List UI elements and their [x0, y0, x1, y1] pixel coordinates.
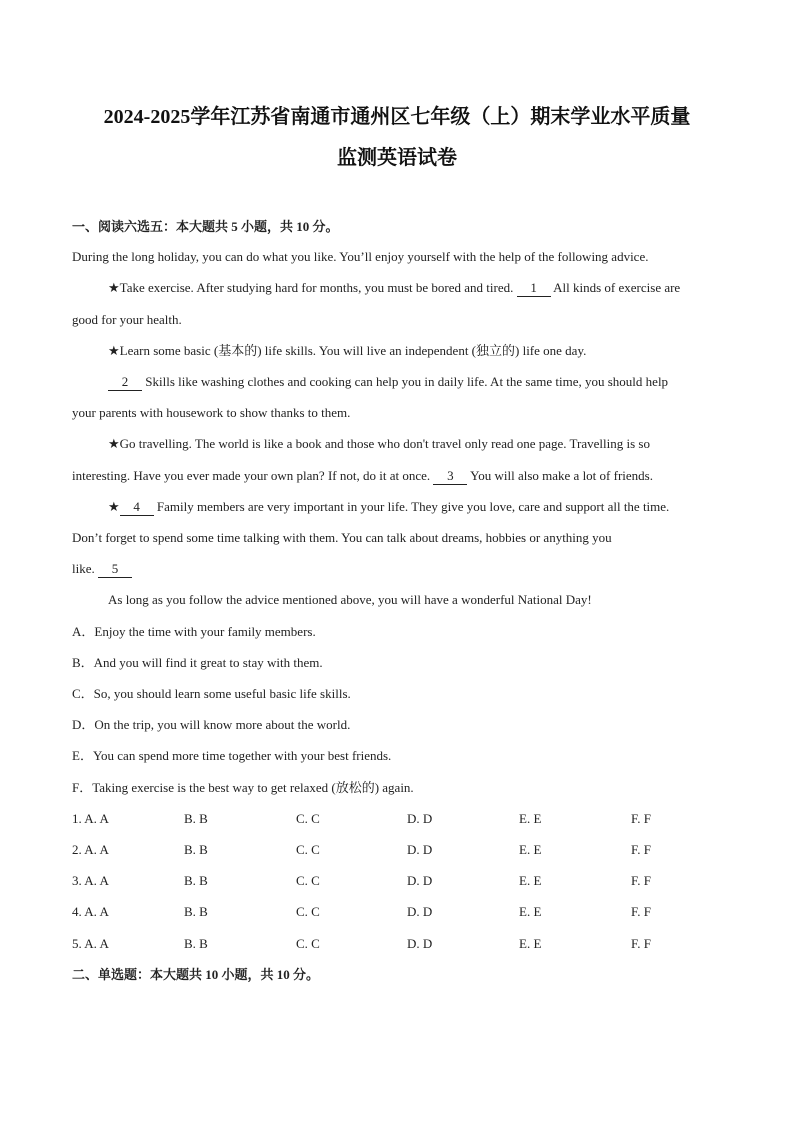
answer-choice-d[interactable]: D. D [407, 842, 433, 857]
blank-2: 2 [108, 374, 142, 391]
answer-choice-c[interactable]: C. C [296, 873, 320, 888]
answer-choice-b[interactable]: B. B [184, 842, 208, 857]
option-c: C．So, you should learn some useful basic life skills. [72, 686, 351, 701]
answer-choice-f[interactable]: F. F [631, 936, 651, 951]
exam-title-line2: 监测英语试卷 [337, 147, 457, 169]
option-d: D．On the trip, you will know more about the world. [72, 717, 351, 732]
answer-choice-c[interactable]: C. C [296, 842, 320, 857]
paragraph-4-end [72, 559, 724, 579]
answer-row-3 [72, 871, 692, 891]
paragraph-4-text: Family members are very important in your life. They give you love, care and support all the time. [156, 499, 670, 514]
answer-choice-e[interactable]: E. E [519, 936, 542, 951]
paragraph-4-like: like. [72, 561, 95, 576]
paragraph-2-end: your parents with housework to show thanks to them. [72, 405, 351, 420]
answer-choice-a[interactable]: 3. A. A [72, 873, 109, 888]
answer-row-4 [72, 902, 692, 922]
paragraph-1-text: ★Take exercise. After studying hard for months, you must be bored and tired. [108, 280, 514, 295]
star-icon: ★ [108, 499, 120, 514]
answer-choice-d[interactable]: D. D [407, 811, 433, 826]
answer-choice-d[interactable]: D. D [407, 873, 433, 888]
paragraph-3-cont [72, 466, 724, 486]
paragraph-1-end: good for your health. [72, 312, 182, 327]
answer-row-1 [72, 809, 692, 829]
answer-choice-d[interactable]: D. D [407, 904, 433, 919]
exam-title-line1: 2024-2025学年江苏省南通市通州区七年级（上）期末学业水平质量 [103, 106, 691, 128]
answer-row-2 [72, 840, 692, 860]
passage-paragraph-1 [108, 278, 724, 298]
answer-choice-e[interactable]: E. E [519, 873, 542, 888]
answer-choice-f[interactable]: F. F [631, 811, 651, 826]
paragraph-2-text: Skills like washing clothes and cooking can help you in daily life. At the same time, you should help [145, 374, 669, 389]
passage-closing: As long as you follow the advice mentioned above, you will have a wonderful National Day! [108, 592, 592, 607]
answer-choice-a[interactable]: 5. A. A [72, 936, 109, 951]
paragraph-3-text-end: You will also make a lot of friends. [470, 468, 653, 483]
answer-choice-e[interactable]: E. E [519, 842, 542, 857]
answer-choice-a[interactable]: 1. A. A [72, 811, 109, 826]
answer-choice-f[interactable]: F. F [631, 842, 651, 857]
paragraph-1-text-cont: All kinds of exercise are [553, 280, 681, 295]
passage-paragraph-3: ★Go travelling. The world is like a book and those who don't travel only read one page. Travelling is so [108, 436, 650, 451]
section1-heading: 一、阅读六选五：本大题共 5 小题，共 10 分。 [72, 219, 339, 234]
answer-choice-c[interactable]: C. C [296, 811, 320, 826]
option-b: B．And you will find it great to stay with them. [72, 655, 323, 670]
answer-row-5 [72, 934, 692, 954]
answer-choice-c[interactable]: C. C [296, 936, 320, 951]
answer-choice-d[interactable]: D. D [407, 936, 433, 951]
passage-paragraph-2: ★Learn some basic (基本的) life skills. You will live an independent (独立的) life one day. [108, 343, 587, 358]
answer-choice-e[interactable]: E. E [519, 811, 542, 826]
answer-choice-b[interactable]: B. B [184, 873, 208, 888]
answer-choice-a[interactable]: 2. A. A [72, 842, 109, 857]
answer-choice-b[interactable]: B. B [184, 811, 208, 826]
option-e: E．You can spend more time together with your best friends. [72, 748, 392, 763]
blank-5: 5 [98, 561, 132, 578]
answer-choice-f[interactable]: F. F [631, 873, 651, 888]
paragraph-4-cont: Don’t forget to spend some time talking with them. You can talk about dreams, hobbies or anything you [72, 530, 612, 545]
option-a: A．Enjoy the time with your family members. [72, 624, 316, 639]
blank-3: 3 [433, 468, 467, 485]
answer-choice-e[interactable]: E. E [519, 904, 542, 919]
section2-heading: 二、单选题：本大题共 10 小题，共 10 分。 [72, 967, 320, 982]
option-f: F．Taking exercise is the best way to get relaxed (放松的) again. [72, 780, 414, 795]
answer-choice-a[interactable]: 4. A. A [72, 904, 109, 919]
passage-intro: During the long holiday, you can do what you like. You’ll enjoy yourself with the help of the following advice. [72, 249, 649, 264]
paragraph-3-text: interesting. Have you ever made your own plan? If not, do it at once. [72, 468, 431, 483]
answer-choice-c[interactable]: C. C [296, 904, 320, 919]
answer-choice-b[interactable]: B. B [184, 904, 208, 919]
passage-paragraph-4 [108, 497, 724, 517]
answer-choice-b[interactable]: B. B [184, 936, 208, 951]
answer-choice-f[interactable]: F. F [631, 904, 651, 919]
blank-1: 1 [517, 280, 551, 297]
paragraph-2-cont [108, 372, 724, 392]
blank-4: 4 [120, 499, 154, 516]
